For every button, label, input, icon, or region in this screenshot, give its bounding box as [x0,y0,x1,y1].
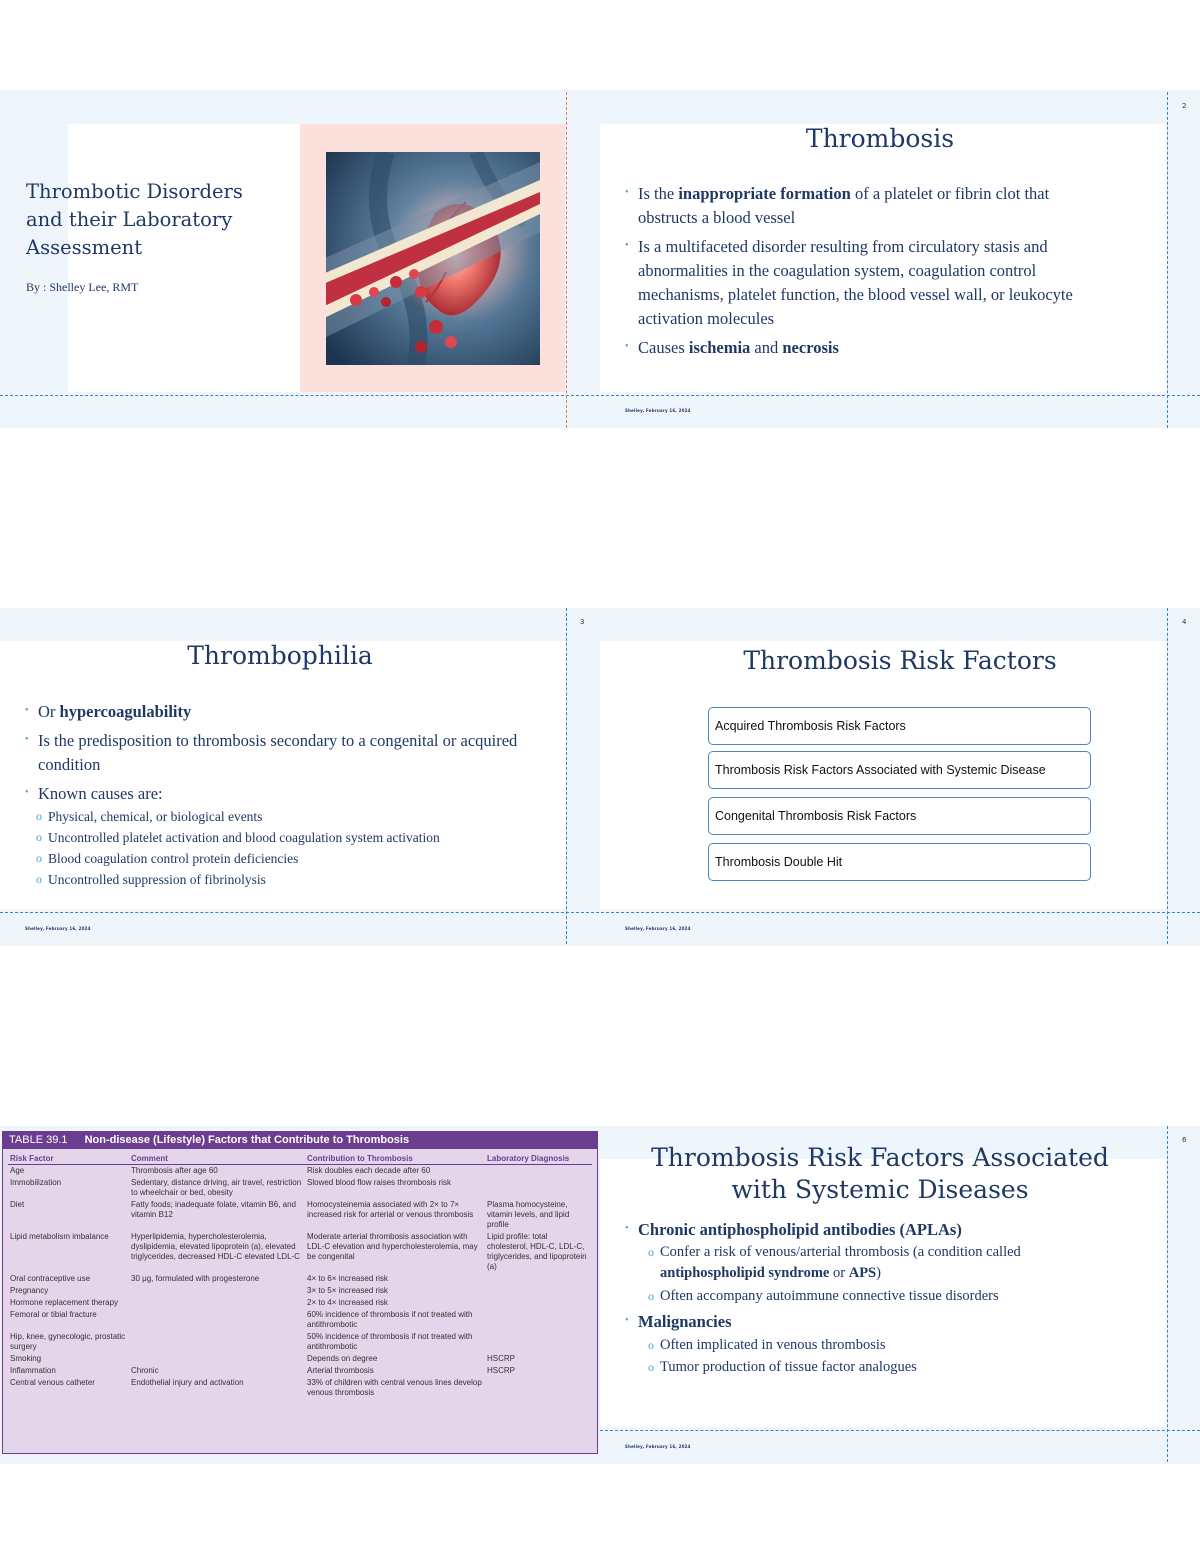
slide2-title: Thrombosis [805,124,955,153]
table-cell: 33% of children with central venous lines develop venous thrombosis [307,1378,482,1397]
table-row [8,1353,592,1365]
slide6-footer: Shelley, February 16, 2024 [625,1444,691,1449]
slide6-sub-item: o Confer a risk of venous/arterial thrombosis (a condition called antiphospholipid syndrome or APS) [648,1242,1125,1284]
table-cell [129,1353,305,1365]
table-cell: Arterial thrombosis [307,1366,374,1375]
table-cell: 4× to 6× increased risk [307,1274,388,1283]
slide1-author: By : Shelley Lee, RMT [26,280,139,294]
table-cell: 3× to 5× increased risk [307,1286,388,1295]
table-header-cell: Laboratory Diagnosis [487,1154,570,1163]
table-cell: Risk doubles each decade after 60 [307,1166,431,1175]
table-cell: Hyperlipidemia, hypercholesterolemia, dyslipidemia, elevated lipoprotein (a), elevated triglycerides, decreased HDL-C elevated LDL-C [131,1232,300,1261]
slide2-bullet-2: • Is a multifaceted disorder resulting from circulatory stasis and abnormalities in the coagulation system, coagulation control mechanisms, platelet function, the blood vessel wall, or leukocyte activation molecules [625,235,1110,331]
table-cell: Hip, knee, gynecologic, prostatic surgery [10,1332,126,1351]
slide3-sub-list [36,806,535,890]
table-39-1 [2,1131,598,1454]
slide3-page-number: 3 [580,618,585,626]
table-cell [485,1297,592,1309]
table-cell: Lipid metabolism imbalance [10,1232,109,1241]
table-cell [485,1273,592,1285]
table-cell: HSCRP [487,1366,516,1375]
guide-line [566,608,567,944]
table-cell [129,1331,305,1353]
slide4-footer: Shelley, February 16, 2024 [625,926,691,931]
slide6-sub-item: o Tumor production of tissue factor analogues [648,1356,1125,1378]
slide6-sub-item: o Often accompany autoimmune connective tissue disorders [648,1284,1125,1308]
slide3-bullet-1: • Or hypercoagulability [25,700,535,724]
table-number: TABLE 39.1 [9,1134,68,1146]
slide6-title: Thrombosis Risk Factors Associated with Systemic Diseases [651,1143,1109,1204]
slide6-bullet-1: • Chronic antiphospholipid antibodies (APLAs) o Confer a risk of venous/arterial thrombosis (a condition called antiphospholipid syndrome or APS) o Often accompany autoimmune connective tissue disorders [625,1218,1125,1308]
slide6-page-number: 6 [1182,1136,1187,1144]
table-row [8,1309,592,1331]
table-row [8,1377,592,1399]
table-cell: Inflammation [10,1366,56,1375]
slide2-page-number: 2 [1182,102,1187,110]
slide6-bullets [625,1218,1125,1383]
table-cell: Lipid profile: total cholesterol, HDL-C, LDL-C, triglycerides, and lipoprotein (a) [487,1232,587,1271]
table-cell: Femoral or tibial fracture [10,1310,97,1319]
table-cell: HSCRP [487,1354,516,1363]
table-header-cell: Comment [131,1154,168,1163]
risk-factor-box-double-hit: Thrombosis Double Hit [708,843,1091,881]
risk-factor-table [8,1153,592,1399]
table-cell: Pregnancy [10,1286,49,1295]
slide1-title: Thrombotic Disorders and their Laboratory Assessment [26,180,243,259]
slide3-sub-item: o Physical, chemical, or biological events [36,806,535,827]
guide-line [0,395,1200,396]
table-cell: 50% incidence of thrombosis if not treated with antithrombotic [307,1332,473,1351]
table-title-bar [3,1132,597,1149]
table-cell [129,1309,305,1331]
table-row [8,1273,592,1285]
table-cell: Diet [10,1200,25,1209]
table-row [8,1297,592,1309]
table-cell: Thrombosis after age 60 [131,1166,218,1175]
table-cell [485,1377,592,1399]
table-cell: Plasma homocysteine, vitamin levels, and lipid profile [487,1200,570,1229]
table-header-cell: Contribution to Thrombosis [307,1154,413,1163]
table-cell: 60% incidence of thrombosis if not treated with antithrombotic [307,1310,473,1329]
slide4-title: Thrombosis Risk Factors [743,646,1057,675]
guide-line [1167,92,1168,428]
slide6-sub-list-2 [648,1334,1125,1378]
table-cell: Sedentary, distance driving, air travel, restriction to wheelchair or bed, obesity [131,1178,302,1197]
heart-artery-illustration [326,152,540,365]
table-cell [129,1285,305,1297]
table-cell: Immobilization [10,1178,62,1187]
table-cell [485,1165,592,1178]
slide2-footer: Shelley, February 16, 2024 [625,408,691,413]
table-cell [485,1285,592,1297]
table-cell: Hormone replacement therapy [10,1298,119,1307]
table-cell: Homocysteinemia associated with 2× to 7× increased risk for arterial or venous thrombosis [307,1200,474,1219]
slide4-page-number: 4 [1182,618,1187,626]
table-cell: Oral contraceptive use [10,1274,91,1283]
table-row [8,1231,592,1273]
table-cell: 30 μg, formulated with progesterone [131,1274,260,1283]
table-cell: Fatty foods; inadequate folate, vitamin B6, and vitamin B12 [131,1200,296,1219]
table-row [8,1165,592,1178]
risk-factor-box-acquired: Acquired Thrombosis Risk Factors [708,707,1091,745]
table-row [8,1177,592,1199]
table-cell: Chronic [131,1366,159,1375]
table-header-row [8,1153,592,1165]
guide-line [1167,608,1168,944]
table-body [8,1165,592,1400]
slide6-bullet-2: • Malignancies o Often implicated in venous thrombosis o Tumor production of tissue factor analogues [625,1310,1125,1378]
guide-line [1167,1126,1168,1462]
slide3-sub-item: o Blood coagulation control protein deficiencies [36,848,535,869]
table-cell: Central venous catheter [10,1378,95,1387]
table-row [8,1199,592,1231]
slide6-sub-item: o Often implicated in venous thrombosis [648,1334,1125,1356]
table-cell: Smoking [10,1354,42,1363]
table-row [8,1285,592,1297]
table-cell: Slowed blood flow raises thrombosis risk [307,1178,452,1187]
slide3-bullets [25,700,535,890]
table-cell: Moderate arterial thrombosis association with LDL-C elevation and hypercholesterolemia, may be congenital [307,1232,478,1261]
table-cell: 2× to 4× increased risk [307,1298,388,1307]
slide2-bullets [625,182,1110,365]
slide3-bullet-3: • Known causes are: o Physical, chemical, or biological events o Uncontrolled platelet activation and blood coagulation system activation o Blood coagulation control protein deficiencies o Uncontrolled suppression of fibrinolysis [25,782,535,890]
table-cell [485,1331,592,1353]
risk-factor-box-systemic: Thrombosis Risk Factors Associated with Systemic Disease [708,751,1091,789]
table-header-cell: Risk Factor [10,1154,54,1163]
table-cell: Depends on degree [307,1354,378,1363]
slide2-bullet-1: • Is the inappropriate formation of a platelet or fibrin clot that obstructs a blood vessel [625,182,1110,230]
guide-line [0,912,1200,913]
risk-factor-box-congenital: Congenital Thrombosis Risk Factors [708,797,1091,835]
table-title: Non-disease (Lifestyle) Factors that Contribute to Thrombosis [84,1134,410,1146]
table-row [8,1365,592,1377]
table-cell [129,1297,305,1309]
slide3-bullet-2: • Is the predisposition to thrombosis secondary to a congenital or acquired condition [25,729,535,777]
table-cell [485,1309,592,1331]
slide3-sub-item: o Uncontrolled platelet activation and blood coagulation system activation [36,827,535,848]
table-cell: Age [10,1166,25,1175]
table-cell: Endothelial injury and activation [131,1378,244,1387]
table-cell [485,1177,592,1199]
slide2-bullet-3: • Causes ischemia and necrosis [625,336,1110,360]
guide-line [600,1430,1200,1431]
slide3-footer: Shelley, February 16, 2024 [25,926,91,931]
slide3-sub-item: o Uncontrolled suppression of fibrinolysis [36,869,535,890]
guide-line [566,92,567,428]
slide6-sub-list-1 [648,1242,1125,1308]
table-row [8,1331,592,1353]
slide3-title: Thrombophilia [187,641,373,670]
